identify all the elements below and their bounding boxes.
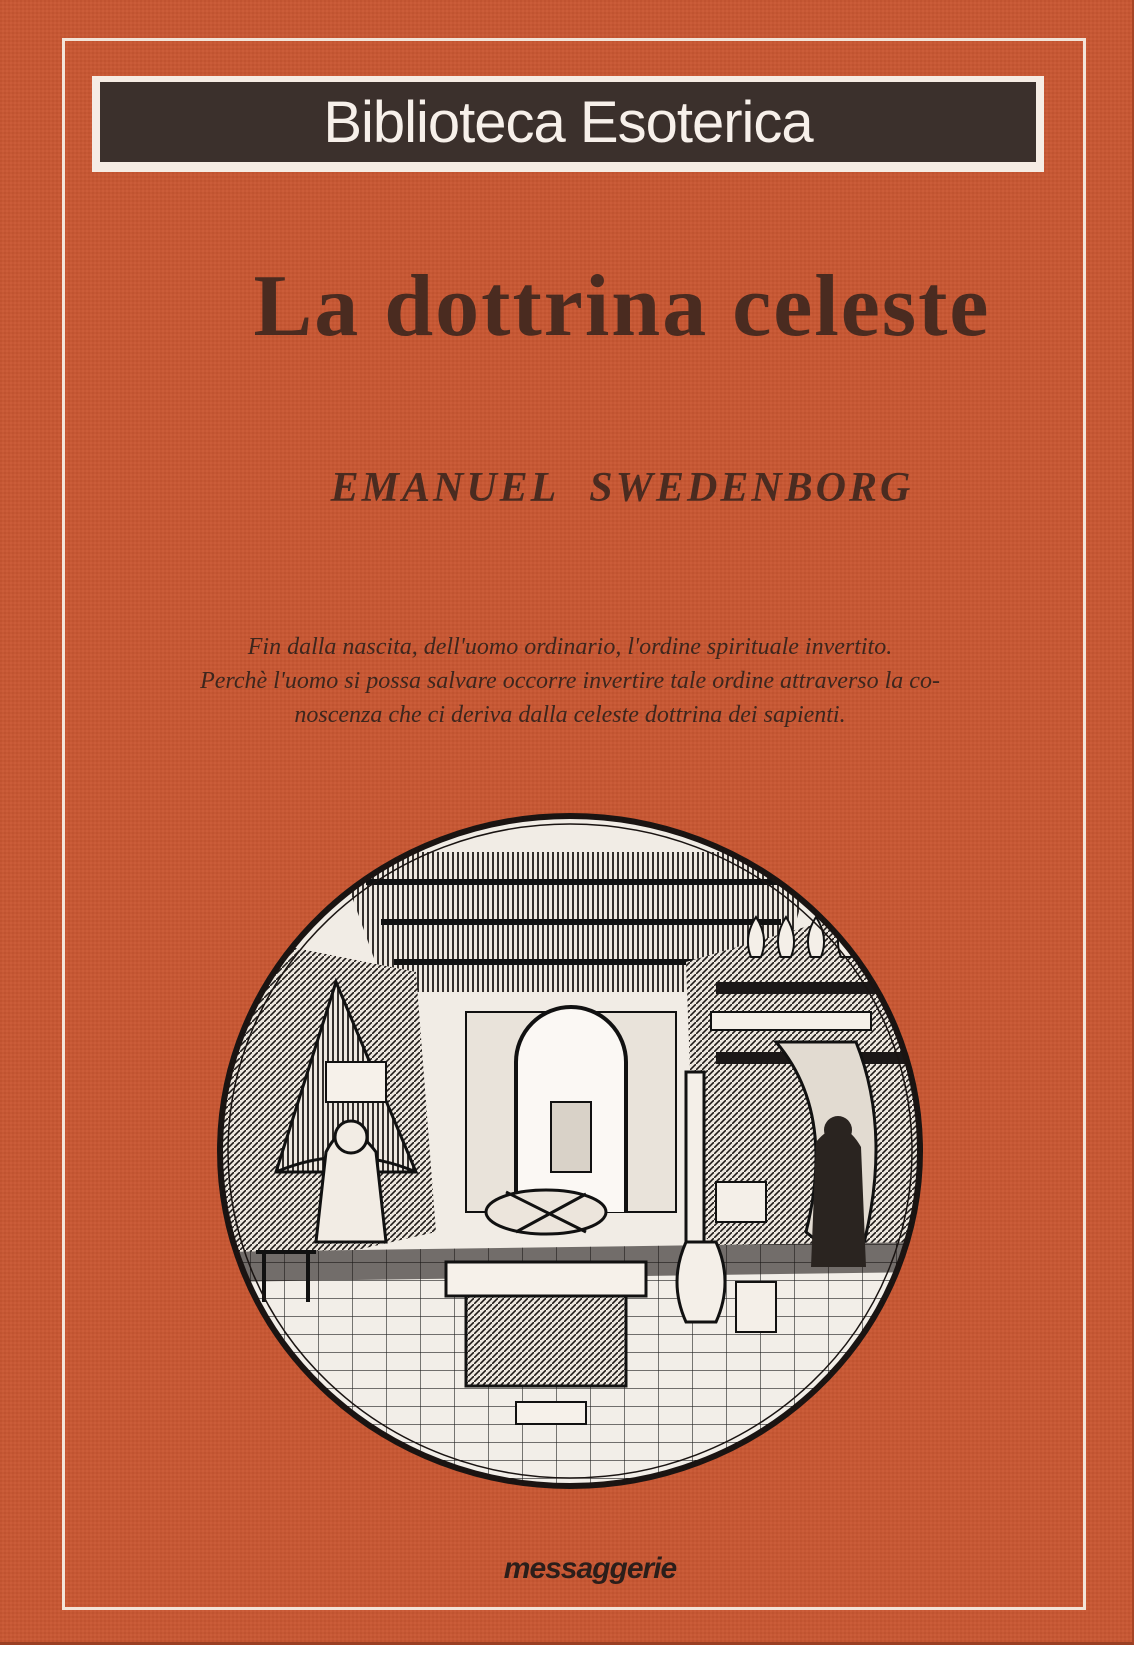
series-banner-inner bbox=[100, 82, 1036, 162]
blurb-line: Fin dalla nascita, dell'uomo ordinario, l'ordine spirituale invertito. bbox=[247, 634, 893, 660]
series-title: Biblioteca Esoterica bbox=[323, 89, 813, 155]
book-author: EMANUEL SWEDENBORG bbox=[330, 465, 914, 511]
blurb-line: noscenza che ci deriva dalla celeste dottrina dei sapienti. bbox=[294, 702, 846, 728]
laboratory-engraving bbox=[216, 812, 924, 1490]
book-title: La dottrina celeste bbox=[253, 258, 991, 355]
book-blurb bbox=[130, 630, 1010, 732]
publisher-logo: messaggerie bbox=[503, 1552, 677, 1585]
series-banner bbox=[92, 76, 1044, 172]
blurb-line: Perchè l'uomo si possa salvare occorre invertire tale ordine attraverso la co- bbox=[200, 668, 940, 694]
